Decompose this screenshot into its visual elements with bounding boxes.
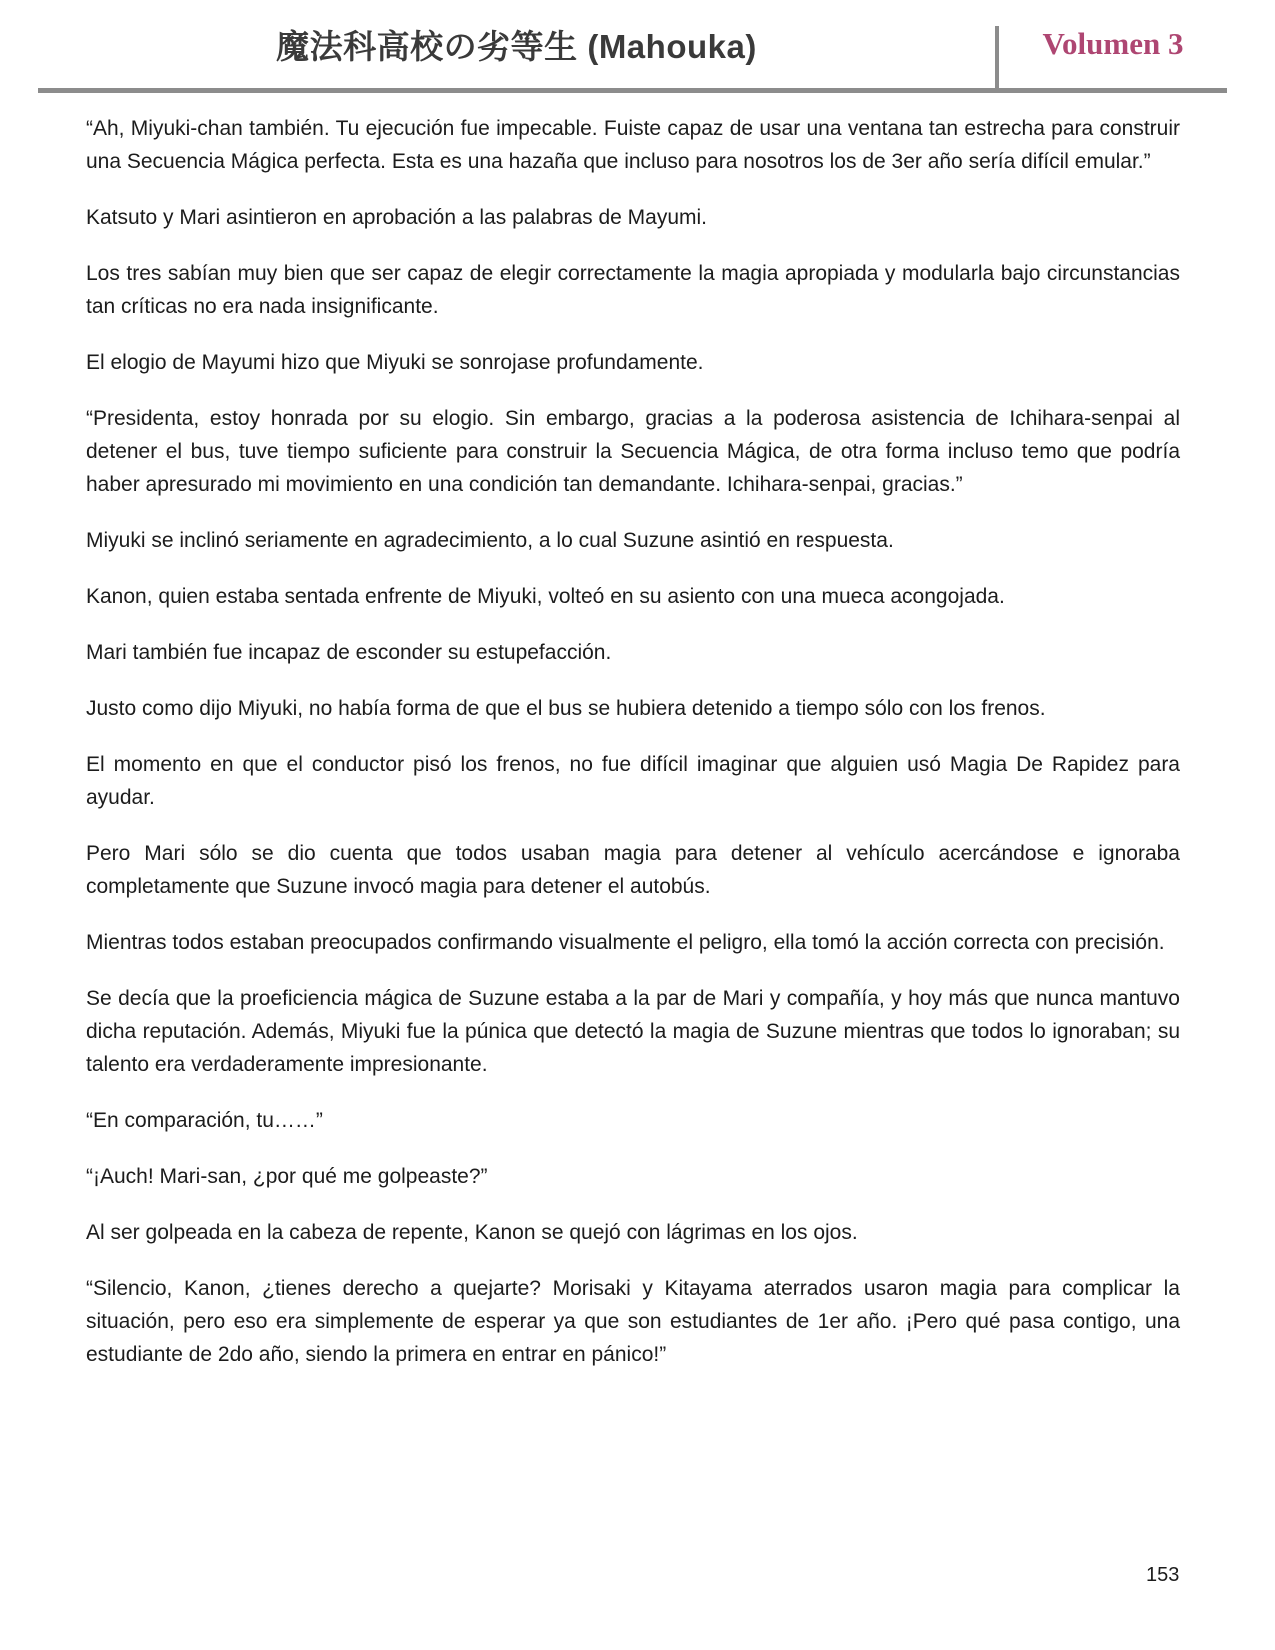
paragraph: Justo como dijo Miyuki, no había forma de que el bus se hubiera detenido a tiempo sólo con los frenos. bbox=[86, 697, 1046, 720]
paragraph: Pero Mari sólo se dio cuenta que todos usaban magia para detener al vehículo acercándose e ignoraba completamente que Suzune invocó magia para detener el autobús. bbox=[86, 842, 1180, 898]
paragraph: Al ser golpeada en la cabeza de repente, Kanon se quejó con lágrimas en los ojos. bbox=[86, 1221, 858, 1244]
page-number: 153 bbox=[1146, 1564, 1180, 1586]
paragraph: Se decía que la proeficiencia mágica de Suzune estaba a la par de Mari y compañía, y hoy más que nunca mantuvo dicha reputación. Además, Miyuki fue la púnica que detectó la magia de Suzune mientras que todos lo ignoraban; su talento era verdaderamente impresionante. bbox=[86, 987, 1180, 1076]
document-title: 魔法科高校の劣等生 (Mahouka) bbox=[276, 27, 757, 65]
document-body bbox=[86, 112, 1180, 1394]
header-title-cell bbox=[38, 0, 995, 88]
paragraph: Mari también fue incapaz de esconder su estupefacción. bbox=[86, 641, 612, 664]
paragraph: El momento en que el conductor pisó los frenos, no fue difícil imaginar que alguien usó Magia De Rapidez para ayudar. bbox=[86, 753, 1180, 809]
volume-label: Volumen 3 bbox=[1042, 26, 1184, 61]
paragraph: “Ah, Miyuki-chan también. Tu ejecución fue impecable. Fuiste capaz de usar una ventana tan estrecha para construir una Secuencia Mágica perfecta. Esta es una hazaña que incluso para nosotros los de 3er año sería difícil emular.” bbox=[86, 117, 1180, 173]
paragraph: Miyuki se inclinó seriamente en agradecimiento, a lo cual Suzune asintió en respuesta. bbox=[86, 529, 894, 552]
paragraph: Katsuto y Mari asintieron en aprobación a las palabras de Mayumi. bbox=[86, 206, 707, 229]
paragraph: “Silencio, Kanon, ¿tienes derecho a quejarte? Morisaki y Kitayama aterrados usaron magia para complicar la situación, pero eso era simplemente de esperar ya que son estudiantes de 1er año. ¡Pero qué pasa contigo, una estudiante de 2do año, siendo la primera en entrar en pánico!” bbox=[86, 1277, 1180, 1366]
page-header bbox=[38, 0, 1227, 93]
paragraph: “¡Auch! Mari-san, ¿por qué me golpeaste?” bbox=[86, 1165, 488, 1188]
paragraph: Kanon, quien estaba sentada enfrente de Miyuki, volteó en su asiento con una mueca acongojada. bbox=[86, 585, 1005, 608]
paragraph: “Presidenta, estoy honrada por su elogio. Sin embargo, gracias a la poderosa asistencia de Ichihara-senpai al detener el bus, tuve tiempo suficiente para construir la Secuencia Mágica, de otra forma incluso temo que podría haber apresurado mi movimiento en una condición tan demandante. Ichihara-senpai, gracias.” bbox=[86, 407, 1180, 496]
paragraph: Mientras todos estaban preocupados confirmando visualmente el peligro, ella tomó la acción correcta con precisión. bbox=[86, 931, 1165, 954]
header-volume-cell bbox=[999, 0, 1227, 88]
paragraph: Los tres sabían muy bien que ser capaz de elegir correctamente la magia apropiada y modularla bajo circunstancias tan críticas no era nada insignificante. bbox=[86, 262, 1180, 318]
paragraph: “En comparación, tu……” bbox=[86, 1109, 323, 1132]
paragraph: El elogio de Mayumi hizo que Miyuki se sonrojase profundamente. bbox=[86, 351, 704, 374]
